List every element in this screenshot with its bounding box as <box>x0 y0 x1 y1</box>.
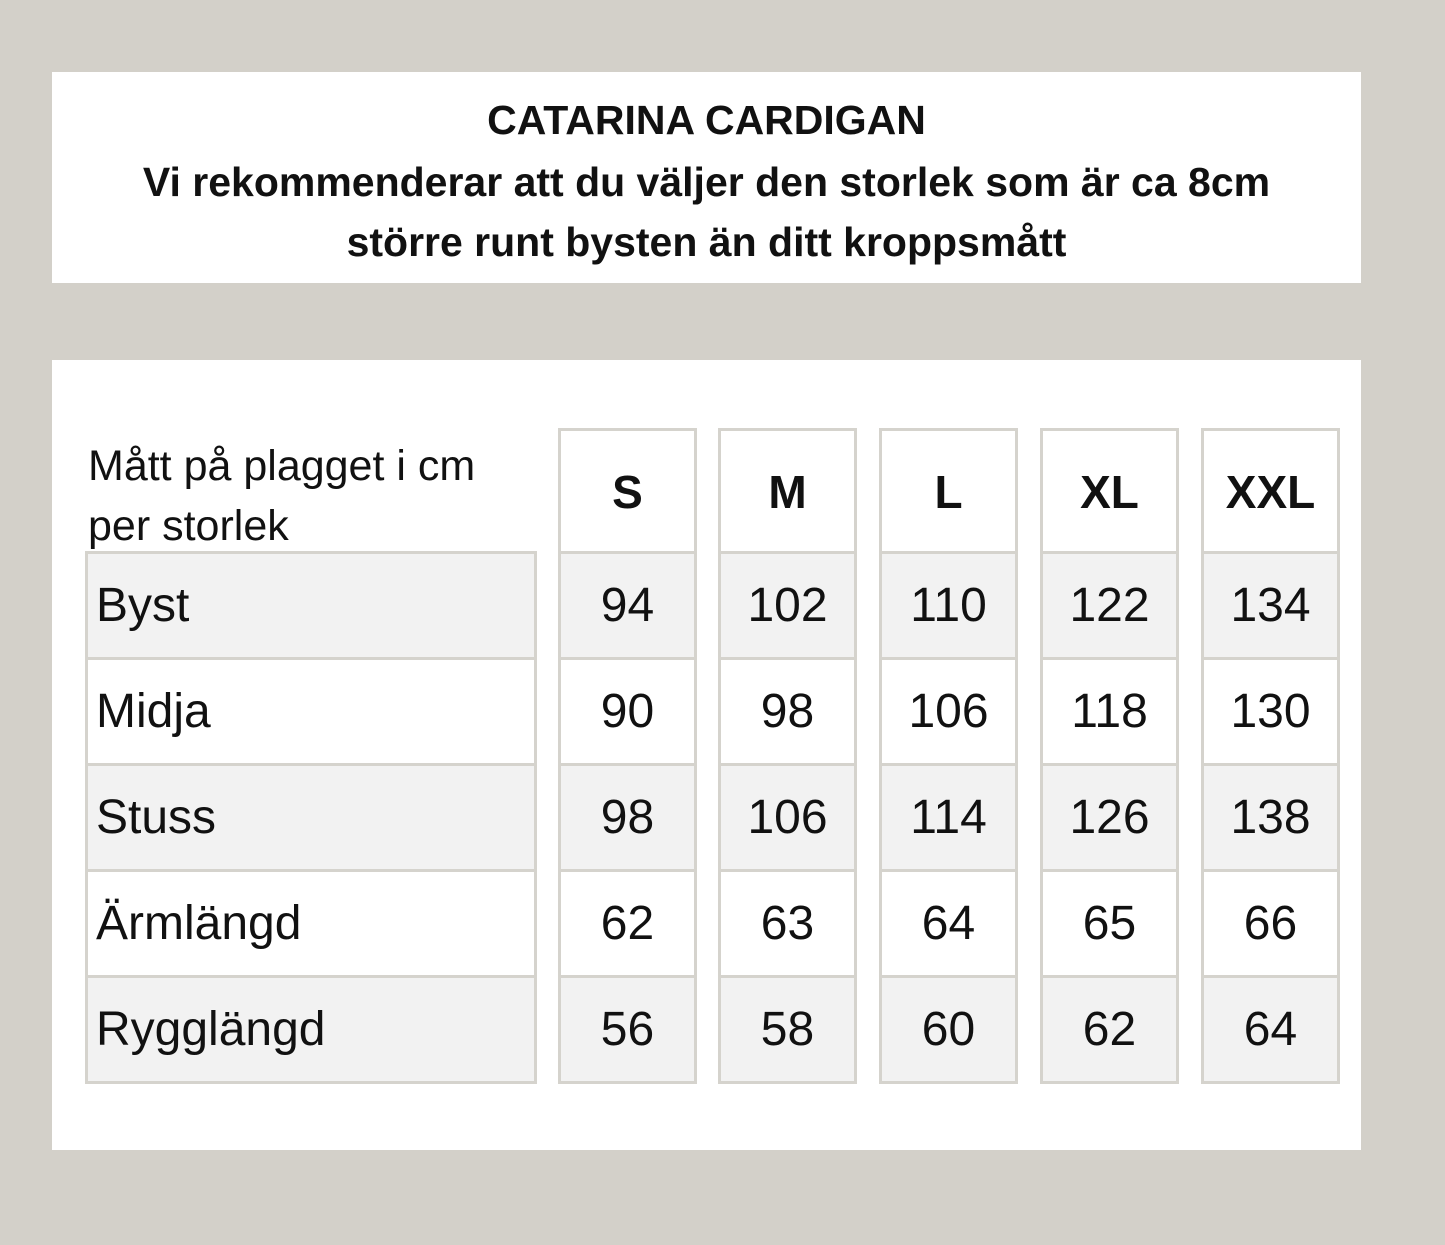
table-cell: 134 <box>1201 551 1340 660</box>
table-cell: 106 <box>879 657 1018 766</box>
row-label: Midja <box>85 657 537 766</box>
size-header-xl: XL <box>1040 428 1179 555</box>
table-cell: 98 <box>558 763 697 872</box>
table-cell: 90 <box>558 657 697 766</box>
table-cell: 60 <box>879 975 1018 1084</box>
table-cell: 65 <box>1040 869 1179 978</box>
size-header-l: L <box>879 428 1018 555</box>
recommendation-line-2: större runt bysten än ditt kroppsmått <box>346 219 1067 265</box>
table-cell: 126 <box>1040 763 1179 872</box>
table-cell: 63 <box>718 869 857 978</box>
header-panel <box>52 72 1361 283</box>
table-cell: 138 <box>1201 763 1340 872</box>
size-header-m: M <box>718 428 857 555</box>
table-cell: 94 <box>558 551 697 660</box>
row-label: Rygglängd <box>85 975 537 1084</box>
table-cell: 118 <box>1040 657 1179 766</box>
measurement-caption-line-2: per storlek <box>88 502 289 550</box>
row-label: Stuss <box>85 763 537 872</box>
table-cell: 64 <box>1201 975 1340 1084</box>
table-cell: 62 <box>558 869 697 978</box>
row-label: Byst <box>85 551 537 660</box>
table-cell: 56 <box>558 975 697 1084</box>
row-label: Ärmlängd <box>85 869 537 978</box>
table-cell: 130 <box>1201 657 1340 766</box>
size-header-s: S <box>558 428 697 555</box>
table-cell: 64 <box>879 869 1018 978</box>
measurement-caption <box>88 436 528 556</box>
table-cell: 66 <box>1201 869 1340 978</box>
table-cell: 58 <box>718 975 857 1084</box>
product-title: CATARINA CARDIGAN <box>487 97 926 143</box>
size-header-xxl: XXL <box>1201 428 1340 555</box>
table-cell: 122 <box>1040 551 1179 660</box>
measurement-caption-line-1: Mått på plagget i cm <box>88 442 476 490</box>
recommendation-line-1: Vi rekommenderar att du väljer den storlek som är ca 8cm <box>142 159 1271 205</box>
table-cell: 114 <box>879 763 1018 872</box>
table-cell: 62 <box>1040 975 1179 1084</box>
table-cell: 106 <box>718 763 857 872</box>
table-cell: 98 <box>718 657 857 766</box>
table-cell: 102 <box>718 551 857 660</box>
table-cell: 110 <box>879 551 1018 660</box>
